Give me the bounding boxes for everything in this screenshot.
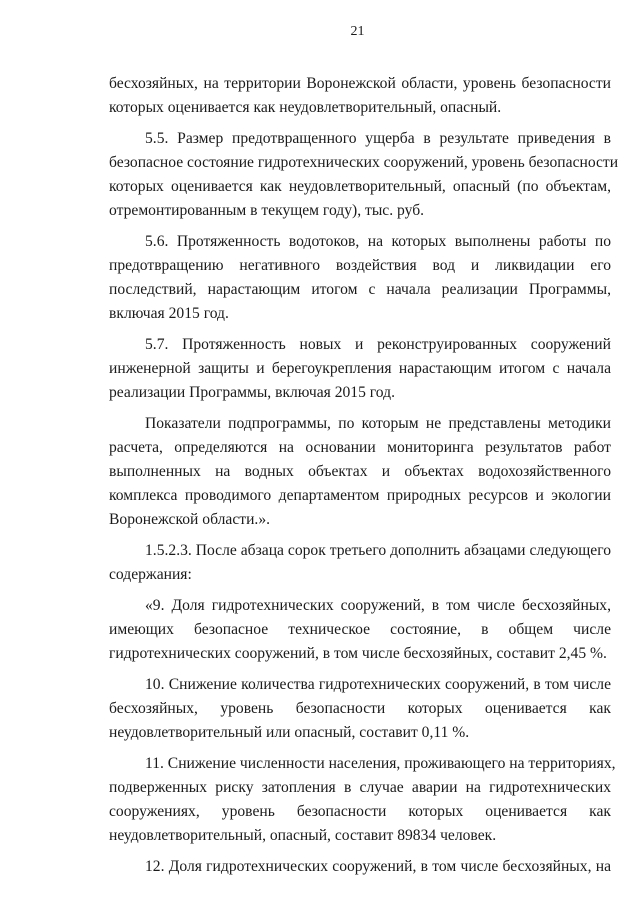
text-line: 12. Доля гидротехнических сооружений, в том числе бесхозяйных, на	[145, 858, 611, 875]
text-line: выполненных на водных объектах и объектах водохозяйственного	[109, 463, 611, 480]
text-line: реализации Программы, включая 2015 год.	[109, 384, 395, 401]
paragraph	[109, 333, 611, 405]
text-line: 1.5.2.3. После абзаца сорок третьего дополнить абзацами следующего	[145, 542, 611, 559]
text-line: неудовлетворительный, опасный, составит 89834 человек.	[109, 827, 497, 844]
text-line: включая 2015 год.	[109, 305, 229, 322]
paragraph	[109, 127, 619, 223]
text-line: 10. Снижение количества гидротехнических сооружений, в том числе	[145, 676, 611, 693]
paragraph	[109, 752, 616, 848]
paragraph	[109, 539, 611, 587]
page-number: 21	[350, 24, 365, 39]
text-line: гидротехнических сооружений, в том числе бесхозяйных, составит 2,45 %.	[109, 645, 607, 662]
text-line: которых оценивается как неудовлетворительный, опасный.	[109, 99, 502, 116]
paragraph	[109, 72, 611, 120]
text-line: имеющих безопасное техническое состояние, в общем числе	[109, 621, 611, 638]
text-line: последствий, нарастающим итогом с начала реализации Программы,	[109, 281, 611, 298]
text-line: 11. Снижение численности населения, проживающего на территориях,	[145, 755, 616, 772]
paragraph	[109, 855, 611, 879]
text-line: сооружениях, уровень безопасности которых оценивается как	[109, 803, 611, 820]
text-line: безопасное состояние гидротехнических сооружений, уровень безопасности	[109, 154, 619, 171]
text-line: Воронежской области.».	[109, 511, 271, 528]
text-line: 5.5. Размер предотвращенного ущерба в результате приведения в	[145, 130, 611, 147]
text-line: инженерной защиты и берегоукрепления нарастающим итогом с начала	[109, 360, 611, 377]
text-line: комплекса проводимого департаментом природных ресурсов и экологии	[109, 487, 611, 504]
text-line: содержания:	[109, 566, 192, 583]
paragraph	[109, 594, 611, 666]
paragraph	[109, 673, 611, 745]
text-line: которых оценивается как неудовлетворительный, опасный (по объектам,	[109, 178, 611, 195]
paragraph	[109, 230, 611, 326]
document-body	[109, 72, 619, 886]
text-line: 5.6. Протяженность водотоков, на которых выполнены работы по	[145, 233, 611, 250]
text-line: отремонтированным в текущем году), тыс. руб.	[109, 202, 425, 219]
text-line: «9. Доля гидротехнических сооружений, в том числе бесхозяйных,	[145, 597, 611, 614]
paragraph	[109, 412, 611, 532]
text-line: бесхозяйных, уровень безопасности которых оценивается как	[109, 700, 611, 717]
text-line: расчета, определяются на основании мониторинга результатов работ	[109, 439, 611, 456]
text-line: 5.7. Протяженность новых и реконструированных сооружений	[145, 336, 611, 353]
text-line: бесхозяйных, на территории Воронежской области, уровень безопасности	[109, 75, 611, 92]
text-line: предотвращению негативного воздействия вод и ликвидации его	[109, 257, 611, 274]
text-line: Показатели подпрограммы, по которым не представлены методики	[145, 415, 611, 432]
text-line: подверженных риску затопления в случае аварии на гидротехнических	[109, 779, 611, 796]
text-line: неудовлетворительный или опасный, составит 0,11 %.	[109, 724, 470, 741]
